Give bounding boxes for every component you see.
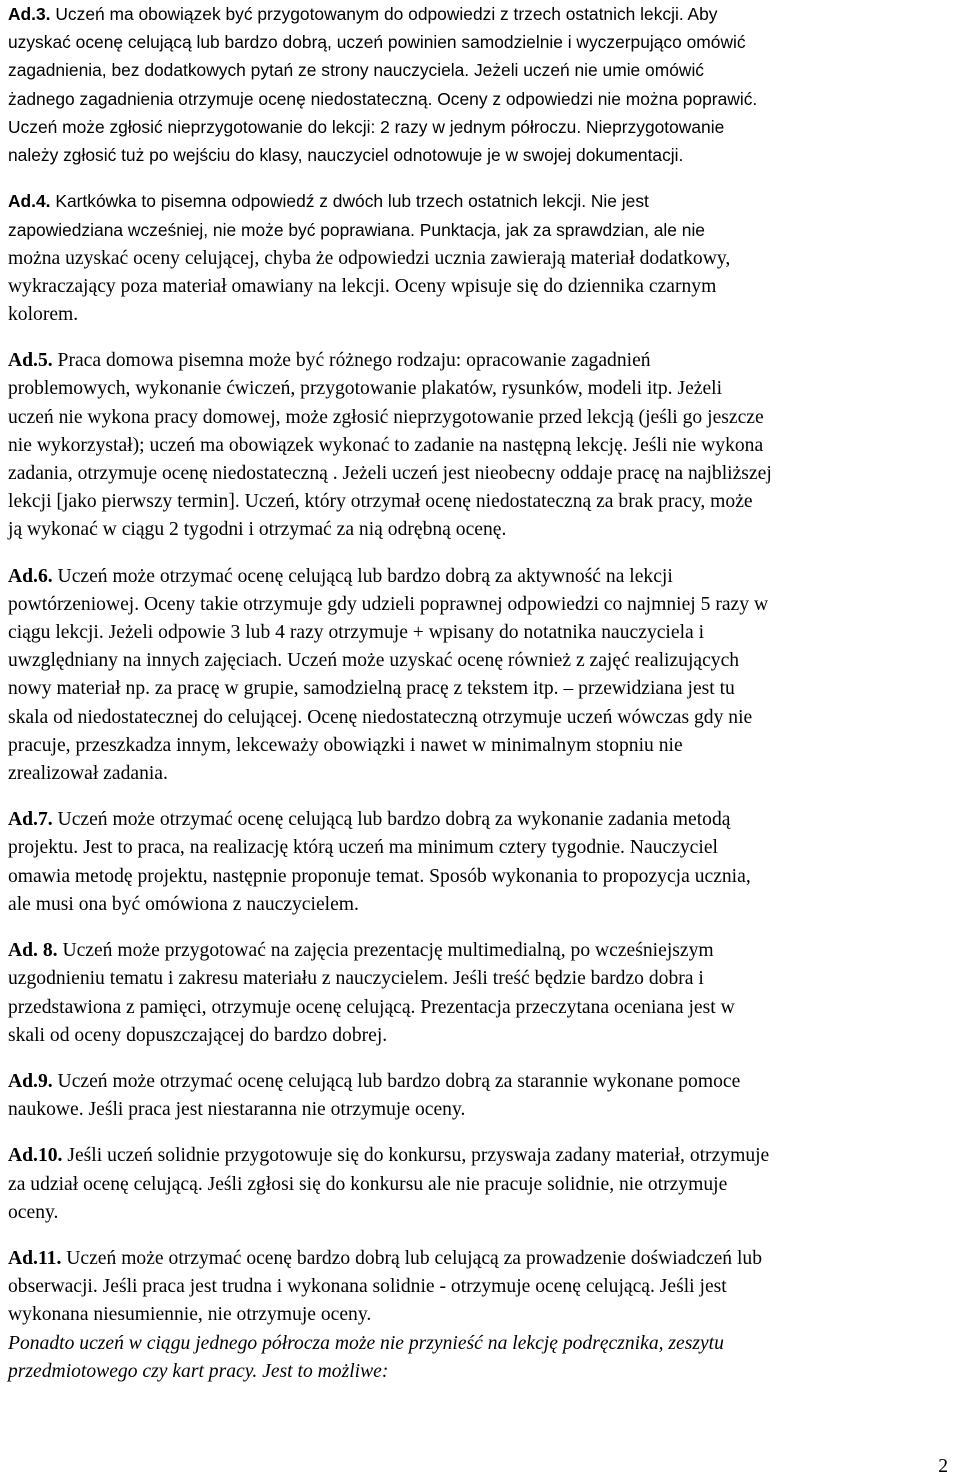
section-line: projektu. Jest to praca, na realizację którą uczeń ma minimum cztery tygodnie. Nauczyciel <box>8 837 718 859</box>
section-label: Ad.5. <box>8 350 53 372</box>
closing-line: przedmiotowego czy kart pracy. Jest to możliwe: <box>8 1360 389 1382</box>
section-line: ale musi ona być omówiona z nauczycielem. <box>8 893 359 915</box>
section-label: Ad.4. <box>8 191 51 212</box>
section-line <box>8 347 952 375</box>
section-line: kolorem. <box>8 304 79 326</box>
section-label: Ad.11. <box>8 1247 62 1269</box>
section-line: wykonana niesumiennie, nie otrzymuje oceny. <box>8 1304 372 1326</box>
section-line: nie wykorzystał); uczeń ma obowiązek wykonać to zadanie na następną lekcję. Jeśli nie wykona <box>8 434 764 456</box>
section-text: Uczeń może otrzymać ocenę bardzo dobrą lub celującą za prowadzenie doświadczeń lub <box>61 1247 763 1269</box>
section-label: Ad.7. <box>8 809 53 831</box>
section-text: Jeśli uczeń solidnie przygotowuje się do konkursu, przyswaja zadany materiał, otrzymuje <box>62 1145 770 1167</box>
section-ad6 <box>8 563 952 789</box>
section-ad4 <box>8 187 952 329</box>
section-text: Uczeń może otrzymać ocenę celującą lub bardzo dobrą za aktywność na lekcji <box>52 565 673 587</box>
section-line: omawia metodę projektu, następnie proponuje temat. Sposób wykonania to propozycja ucznia, <box>8 865 751 887</box>
section-line <box>8 187 952 216</box>
section-ad9 <box>8 1068 952 1124</box>
section-ad3 <box>8 0 952 169</box>
section-line: nowy materiał np. za pracę w grupie, samodzielną pracę z tekstem itp. – przewidziana jest tu <box>8 678 735 700</box>
section-line: problemowych, wykonanie ćwiczeń, przygotowanie plakatów, rysunków, modeli itp. Jeżeli <box>8 378 723 400</box>
section-line: uzyskać ocenę celującą lub bardzo dobrą, uczeń powinien samodzielnie i wyczerpująco omówić <box>8 32 746 53</box>
section-line <box>8 1142 952 1170</box>
section-line: obserwacji. Jeśli praca jest trudna i wykonana solidnie - otrzymuje ocenę celującą. Jeśli jest <box>8 1276 727 1298</box>
section-line: można uzyskać oceny celującej, chyba że odpowiedzi ucznia zawierają materiał dodatkowy, <box>8 247 731 269</box>
section-line: powtórzeniowej. Oceny takie otrzymuje gdy udzieli poprawnej odpowiedzi co najmniej 5 razy w <box>8 593 769 615</box>
section-line <box>8 563 952 591</box>
section-line: uzgodnieniu tematu i zakresu materiału z nauczycielem. Jeśli treść będzie bardzo dobra i <box>8 968 704 990</box>
section-text: Kartkówka to pisemna odpowiedź z dwóch lub trzech ostatnich lekcji. Nie jest <box>50 191 649 212</box>
section-line <box>8 216 952 244</box>
section-text: zapowiedziana wcześniej, nie może być poprawiana. Punktacja, jak za sprawdzian, ale nie <box>8 220 705 241</box>
section-ad7 <box>8 806 952 919</box>
section-text: Uczeń ma obowiązek być przygotowanym do odpowiedzi z trzech ostatnich lekcji. Aby <box>50 4 718 24</box>
section-line: uczeń nie wykona pracy domowej, może zgłosić nieprzygotowanie przed lekcją (jeśli go jeszcze <box>8 406 764 428</box>
section-line: lekcji [jako pierwszy termin]. Uczeń, który otrzymał ocenę niedostateczną za brak pracy, może <box>8 491 753 513</box>
document-page <box>8 0 952 1481</box>
section-ad10 <box>8 1142 952 1227</box>
section-label: Ad.6. <box>8 565 53 587</box>
section-text: Uczeń może przygotować na zajęcia prezentację multimedialną, po wcześniejszym <box>57 940 714 962</box>
section-text: Praca domowa pisemna może być różnego rodzaju: opracowanie zagadnień <box>52 350 651 372</box>
section-line <box>8 0 952 28</box>
page-number: 2 <box>938 1456 948 1477</box>
section-label: Ad.10. <box>8 1145 63 1167</box>
section-ad8 <box>8 937 952 1050</box>
section-label: Ad. 8. <box>8 940 58 962</box>
section-line: wykraczający poza materiał omawiany na lekcji. Oceny wpisuje się do dziennika czarnym <box>8 275 717 297</box>
section-line <box>8 806 952 834</box>
section-line: naukowe. Jeśli praca jest niestaranna nie otrzymuje oceny. <box>8 1099 466 1121</box>
section-line: przedstawiona z pamięci, otrzymuje ocenę celującą. Prezentacja przeczytana oceniana jest w <box>8 996 735 1018</box>
section-text: Uczeń może otrzymać ocenę celującą lub bardzo dobrą za wykonanie zadania metodą <box>52 809 731 831</box>
closing-line: Ponadto uczeń w ciągu jednego półrocza może nie przynieść na lekcję podręcznika, zeszytu <box>8 1332 724 1354</box>
section-line: za udział ocenę celującą. Jeśli zgłosi się do konkursu ale nie pracuje solidnie, nie otrzymuje <box>8 1173 728 1195</box>
section-line: skala od niedostatecznej do celującej. Ocenę niedostateczną otrzymuje uczeń wówczas gdy nie <box>8 706 753 728</box>
section-line: Uczeń może zgłosić nieprzygotowanie do lekcji: 2 razy w jednym półroczu. Nieprzygotowanie <box>8 116 725 137</box>
section-line: zagadnienia, bez dodatkowych pytań ze strony nauczyciela. Jeżeli uczeń nie umie omówić <box>8 60 705 81</box>
section-text: Uczeń może otrzymać ocenę celującą lub bardzo dobrą za starannie wykonane pomoce <box>52 1070 741 1092</box>
section-line: zadania, otrzymuje ocenę niedostateczną . Jeżeli uczeń jest nieobecny oddaje pracę na najbliższej <box>8 463 772 485</box>
section-line <box>8 937 952 965</box>
section-line: należy zgłosić tuż po wejściu do klasy, nauczyciel odnotowuje je w swojej dokumentacji. <box>8 145 684 166</box>
section-ad5 <box>8 347 952 544</box>
section-line <box>8 1245 952 1273</box>
section-line: pracuje, przeszkadza innym, lekceważy obowiązki i nawet w minimalnym stopniu nie <box>8 734 683 756</box>
section-line: zrealizował zadania. <box>8 763 168 785</box>
section-line: skali od oceny dopuszczającej do bardzo dobrej. <box>8 1024 388 1046</box>
section-ad11 <box>8 1245 952 1386</box>
section-line: ją wykonać w ciągu 2 tygodni i otrzymać za nią odrębną ocenę. <box>8 519 507 541</box>
section-line: uwzględniany na innych zajęciach. Uczeń może uzyskać ocenę również z zajęć realizujących <box>8 650 740 672</box>
section-label: Ad.9. <box>8 1070 53 1092</box>
section-line: ciągu lekcji. Jeżeli odpowie 3 lub 4 razy otrzymuje + wpisany do notatnika nauczyciela i <box>8 622 705 644</box>
section-line: oceny. <box>8 1201 59 1223</box>
section-line <box>8 1068 952 1096</box>
section-label: Ad.3. <box>8 4 51 24</box>
section-line: żadnego zagadnienia otrzymuje ocenę niedostateczną. Oceny z odpowiedzi nie można poprawić. <box>8 88 758 109</box>
